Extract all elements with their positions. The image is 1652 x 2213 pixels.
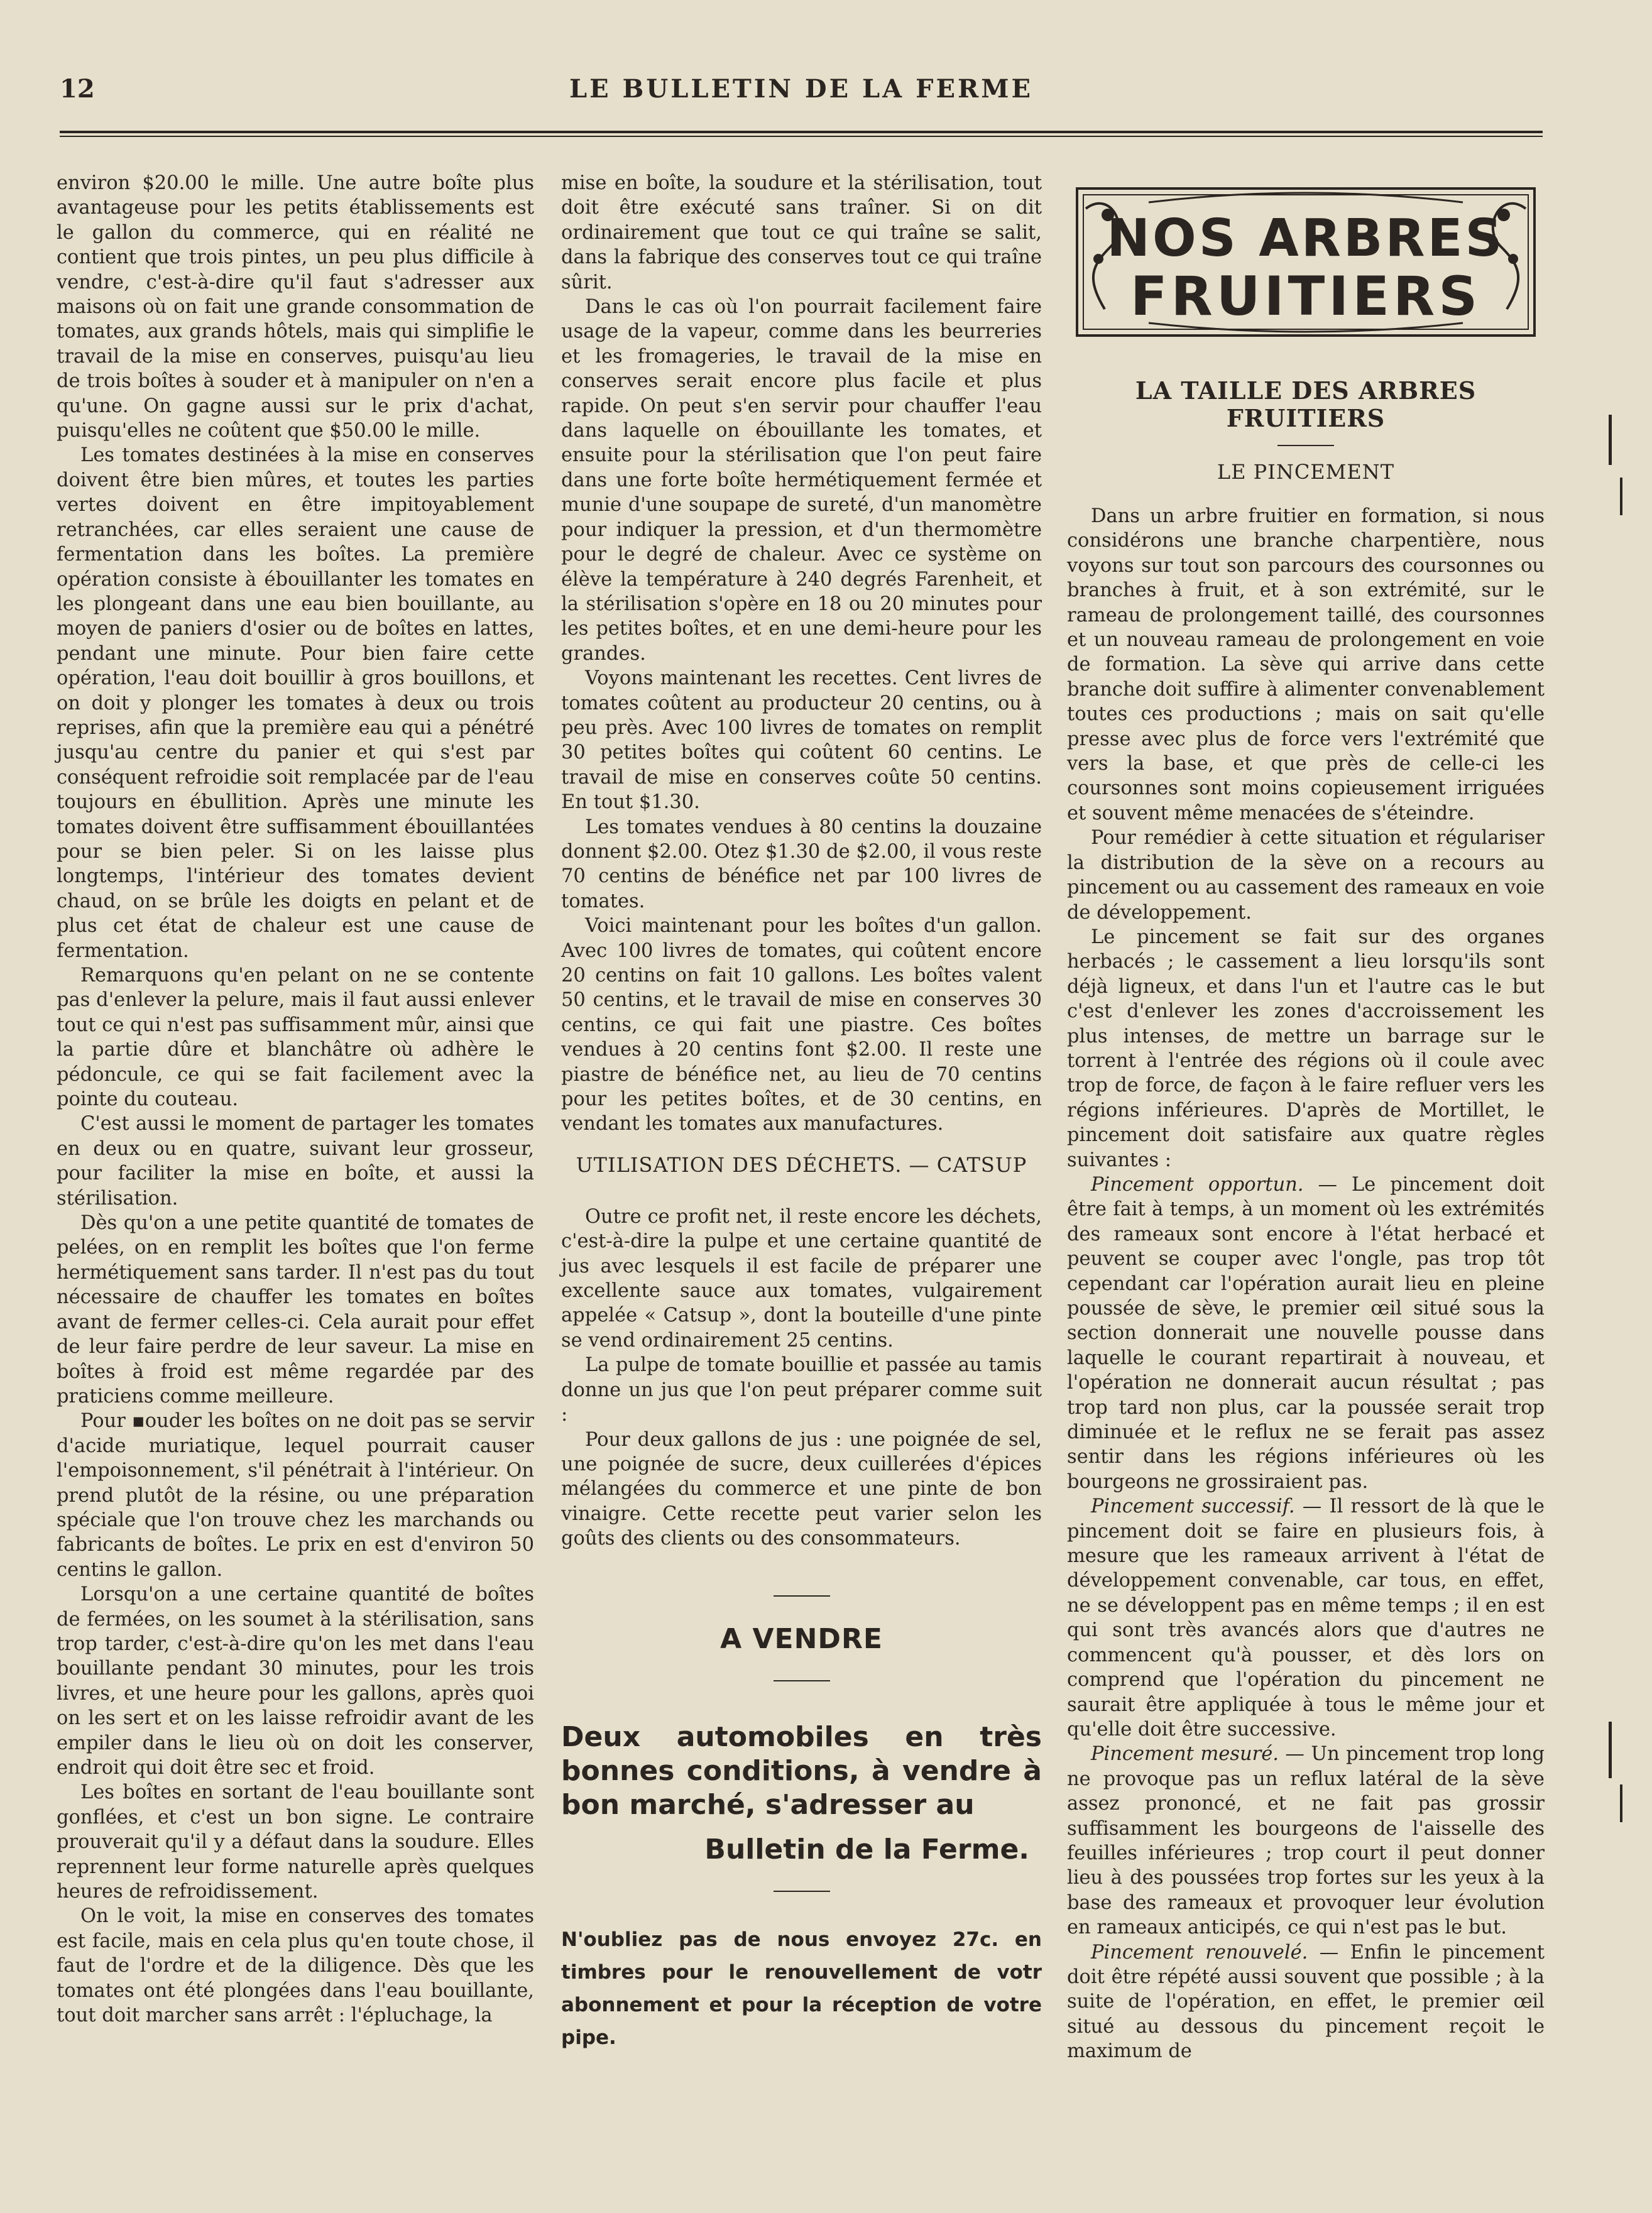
- scan-mark: [1620, 1784, 1622, 1822]
- article-paragraph: Dans le cas où l'on pourrait facilement faire usage de la vapeur, comme dans les beurreries et les fromageries, le travail de la mise en conserves serait encore plus facile et plus rapide. On peut s'en servir pour chauffer l'eau dans laquelle on ébouillante les tomates, et ensuite pour la stérilisation que l'on peut faire dans une forte boîte hermétiquement fermée et munie d'une soupape de sureté, d'un manomètre pour indiquer la pression, et d'un thermomètre pour le degré de chaleur. Avec ce système on élève la température à 240 degrés Farenheit, et la stérilisation s'opère en 18 ou 20 minutes pour les petites boîtes, et en une demi-heure pour les grandes.: [561, 296, 1042, 665]
- article-paragraph: Dès qu'on a une petite quantité de tomates de pelées, on en remplit les boîtes que l'on ferme hermétiquement sans tarder. Il n'est pas du tout nécessaire de chauffer les tomates en boîtes avant de fermer celles-ci. Cela aurait pour effet de leur faire perdre de leur saveur. La mise en boîtes à froid est même regardée par des praticiens comme meilleure.: [57, 1212, 534, 1407]
- scan-mark: [1620, 478, 1622, 515]
- section-subheading: UTILISATION DES DÉCHETS. — CATSUP: [576, 1152, 1027, 1177]
- rule-label: Pincement opportun.: [1091, 1173, 1304, 1196]
- ad-bulletin-name: Bulletin de la Ferme.: [704, 1833, 1029, 1866]
- article-paragraph: Les boîtes en sortant de l'eau bouillante sont gonflées, et c'est un bon signe. Le contraire prouverait qu'il y a défaut dans la soudure. Elles reprennent leur forme naturelle après quelques heures de refroidissement.: [57, 1781, 534, 1903]
- article-paragraph: Les tomates vendues à 80 centins la douzaine donnent $2.00. Otez $1.30 de $2.00, il vous reste 70 centins de bénéfice net par 100 livres de tomates.: [561, 816, 1042, 912]
- article-paragraph: Pour deux gallons de jus : une poignée de sel, une poignée de sucre, deux cuillerées d'épices mélangées du commerce et une pinte de bon vinaigre. Cette recette peut varier selon les goûts des clients ou des consommateurs.: [561, 1428, 1042, 1550]
- column-1: [57, 171, 534, 2028]
- ad-automobiles: Deux automobiles en très bonnes conditions, à vendre à bon marché, s'adresser au: [561, 1720, 1042, 1821]
- article-paragraph: [1067, 1494, 1545, 1742]
- scan-mark: [1609, 1722, 1612, 1778]
- divider: [1277, 445, 1334, 446]
- rule-text: — Enfin le pincement doit être répété aussi souvent que possible ; à la suite de l'opération, en effet, le premier œil situé au dessous du pincement reçoit le maximum de: [1067, 1941, 1545, 2063]
- header-rule-thick: [60, 131, 1543, 133]
- journal-title: LE BULLETIN DE LA FERME: [569, 74, 1033, 104]
- rule-text: — Un pincement trop long ne provoque pas un reflux latéral de la sève assez prononcé, et ne fait pas grossir suffisamment les bourgeons de l'aisselle des feuilles inférieures ; trop court il peut donner lieu à des poussées trop fortes sur les yeux à la base des rameaux et provoquer leur évolution en rameaux anticipés, ce qui n'est pas le but.: [1067, 1743, 1545, 1939]
- article-paragraph: Remarquons qu'en pelant on ne se contente pas d'enlever la pelure, mais il faut aussi enlever tout ce qui n'est pas suffisamment mûr, ainsi que la partie dûre et blanchâtre où adhère le pédoncule, ce qui se fait facilement avec la pointe du couteau.: [57, 964, 534, 1111]
- article-paragraph: Voyons maintenant les recettes. Cent livres de tomates coûtent au producteur 20 centins, ou à peu près. Avec 100 livres de tomates on remplit 30 petites boîtes qui coûtent 60 centins. Le travail de mise en conserves coûte 50 centins. En tout $1.30.: [561, 667, 1042, 814]
- scan-mark: [1609, 415, 1612, 465]
- banner-title-line2: FRUITIERS: [1130, 265, 1482, 328]
- article-paragraph: Voici maintenant pour les boîtes d'un gallon. Avec 100 livres de tomates, qui coûtent encore 20 centins on fait 10 gallons. Les boîtes valent 50 centins, et le travail de mise en conserves 30 centins, ce qui fait une piastre. Ces boîtes vendues à 20 centins font $2.00. Il reste une piastre de bénéfice net, au lieu de 70 centins pour les petites boîtes, et de 30 centins, en vendant les tomates aux manufactures.: [561, 915, 1042, 1135]
- section-banner: [1073, 183, 1538, 341]
- article-paragraph: mise en boîte, la soudure et la stérilisation, tout doit être exécuté sans traîner. Si on dit ordinairement que tout ce qui traîne se salit, dans la fabrique des conserves tout ce qui traîne sûrit.: [561, 172, 1042, 293]
- page-number: 12: [60, 74, 95, 104]
- article-paragraph: [1067, 1742, 1545, 1940]
- column-3: [1067, 171, 1545, 2064]
- article-paragraph: C'est aussi le moment de partager les tomates en deux ou en quatre, suivant leur grosseur, pour faciliter la mise en boîte, et aussi la stérilisation.: [57, 1113, 534, 1210]
- page-header: [60, 74, 1543, 118]
- column-2: [561, 171, 1042, 2054]
- divider: [774, 1595, 830, 1597]
- article-paragraph: [1067, 1172, 1545, 1494]
- article-paragraph: [1067, 1940, 1545, 2064]
- article-paragraph: Pour remédier à cette situation et régulariser la distribution de la sève on a recours au pincement ou au cassement des rameaux en voie de développement.: [1067, 827, 1545, 924]
- header-rule-thin: [60, 136, 1543, 137]
- article-paragraph: On le voit, la mise en conserves des tomates est facile, mais en cela plus qu'en toute chose, il faut de l'ordre et de la diligence. Dès que les tomates ont été plongées dans l'eau bouillante, tout doit marcher sans arrêt : l'épluchage, la: [57, 1905, 534, 2027]
- article-paragraph: Outre ce profit net, il reste encore les déchets, c'est-à-dire la pulpe et une certaine quantité de jus avec lesquels il est facile de préparer une excellente sauce aux tomates, vulgairement appelée « Catsup », dont la bouteille d'une pinte se vend ordinairement 25 centins.: [561, 1205, 1042, 1352]
- for-sale-heading: A VENDRE: [720, 1622, 883, 1655]
- rule-label: Pincement mesuré.: [1091, 1743, 1279, 1766]
- rule-text: — Il ressort de là que le pincement doit se faire en plusieurs fois, à mesure que les rameaux arrivent à l'état de développement convenable, car tous, en effet, ne se développent pas en même temps ; il en est qui sont très avancés alors que d'autres ne commencent qu'à pousser, et dès lors on comprend que l'opération du pincement ne saurait être appliquée à tous le même jour et qu'elle doit être successive.: [1067, 1495, 1545, 1740]
- article-paragraph: Les tomates destinées à la mise en conserves doivent être bien mûres, et toutes les parties vertes doivent en être impitoyablement retranchées, car elles seraient une cause de fermentation dans les boîtes. La première opération consiste à ébouillanter les tomates en les plongeant dans une eau bien bouillante, au moyen de paniers d'osier ou de boîtes en lattes, pendant une minute. Pour bien faire cette opération, l'eau doit bouillir à gros bouillons, et on doit y plonger les tomates à deux ou trois reprises, afin que la première eau qui a pénétré jusqu'au centre du panier et qui s'est par conséquent refroidie soit remplacée par de l'eau toujours en ébullition. Après une minute les tomates doivent être suffisamment ébouillantées pour se bien peler. Si on les laisse plus longtemps, l'intérieur des tomates devient chaud, on se brûle les doigts en pelant et de plus cet état de chaleur est une cause de fermentation.: [57, 444, 534, 962]
- article-paragraph: environ $20.00 le mille. Une autre boîte plus avantageuse pour les petits établissements est le gallon du commerce, qui en réalité ne contient que trois pintes, un peu plus difficile à vendre, c'est-à-dire qu'il faut s'adresser aux maisons où on fait une grande consommation de tomates, aux grands hôtels, mais qui simplifie le travail de la mise en conserves, puisqu'au lieu de trois boîtes à souder et à manipuler on n'en a qu'une. On gagne aussi sur le prix d'achat, puisqu'elles ne coûtent que $50.00 le mille.: [57, 172, 534, 442]
- rule-label: Pincement successif.: [1091, 1495, 1295, 1518]
- article-paragraph: Dans un arbre fruitier en formation, si nous considérons une branche charpentière, nous voyons sur tout son parcours des coursonnes ou branches à fruit, et à son extrémité, sur le rameau de prolongement taillé, des coursonnes et un nouveau rameau de prolongement en voie de formation. La sève qui arrive dans cette branche doit suffire à alimenter convenablement toutes ces productions ; mais on sait qu'elle presse avec plus de force vers l'extrémité que vers la base, et que près de celle-ci les coursonnes sont moins copieusement irriguées et souvent même menacées de s'éteindre.: [1067, 505, 1545, 824]
- renewal-reminder: N'oubliez pas de nous envoyez 27c. en timbres pour le renouvellement de votr abonnement et pour la réception de votre pipe.: [561, 1928, 1042, 2049]
- rule-label: Pincement renouvelé.: [1091, 1941, 1308, 1964]
- article-subtitle: LE PINCEMENT: [1217, 460, 1395, 484]
- article-title: LA TAILLE DES ARBRES FRUITIERS: [1135, 376, 1477, 432]
- article-paragraph: Pour ▪ouder les boîtes on ne doit pas se servir d'acide muriatique, lequel pourrait causer l'empoisonnement, s'il pénétrait à l'intérieur. On prend plutôt de la résine, ou une préparation spéciale que l'on trouve chez les marchands ou fabricants de boîtes. Le prix en est d'environ 50 centins le gallon.: [57, 1410, 534, 1581]
- article-paragraph: Lorsqu'on a une certaine quantité de boîtes de fermées, on les soumet à la stérilisation, sans trop tarder, c'est-à-dire qu'on les met dans l'eau bouillante pendant 30 minutes, pour les trois livres, et une heure pour les gallons, après quoi on les sert et on les laisse refroidir avant de les empiler dans le lieu où on doit les conserver, endroit qui doit être sec et froid.: [57, 1583, 534, 1779]
- divider: [774, 1680, 830, 1681]
- banner-title-line1: NOS ARBRES: [1107, 209, 1505, 268]
- rule-text: — Le pincement doit être fait à temps, à un moment où les extrémités des rameaux sont encore à l'état herbacé et peuvent se couper avec l'ongle, pas trop tôt cependant car l'opération aurait lieu en pleine poussée de sève, le premier œil situé sous la section donnerait une nouvelle pousse dans laquelle le courant repartirait à nouveau, et l'opération ne donnerait aucun résultat ; pas trop tard non plus, car la poussée serait trop diminuée et le reflux ne se ferait pas assez sentir dans les régions inférieures où les bourgeons ne grossiraient pas.: [1067, 1173, 1545, 1493]
- article-paragraph: Le pincement se fait sur des organes herbacés ; le cassement a lieu lorsqu'ils sont déjà ligneux, et dans l'un et l'autre cas le but c'est d'enlever les zones d'accroissement les plus intenses, de mettre un barrage sur le torrent à l'entrée des régions où il coule avec trop de force, de façon à le faire refluer vers les régions inférieures. D'après de Mortillet, le pincement doit satisfaire aux quatre règles suivantes :: [1067, 926, 1545, 1171]
- article-paragraph: La pulpe de tomate bouillie et passée au tamis donne un jus que l'on peut préparer comme suit :: [561, 1354, 1042, 1426]
- divider: [774, 1891, 830, 1892]
